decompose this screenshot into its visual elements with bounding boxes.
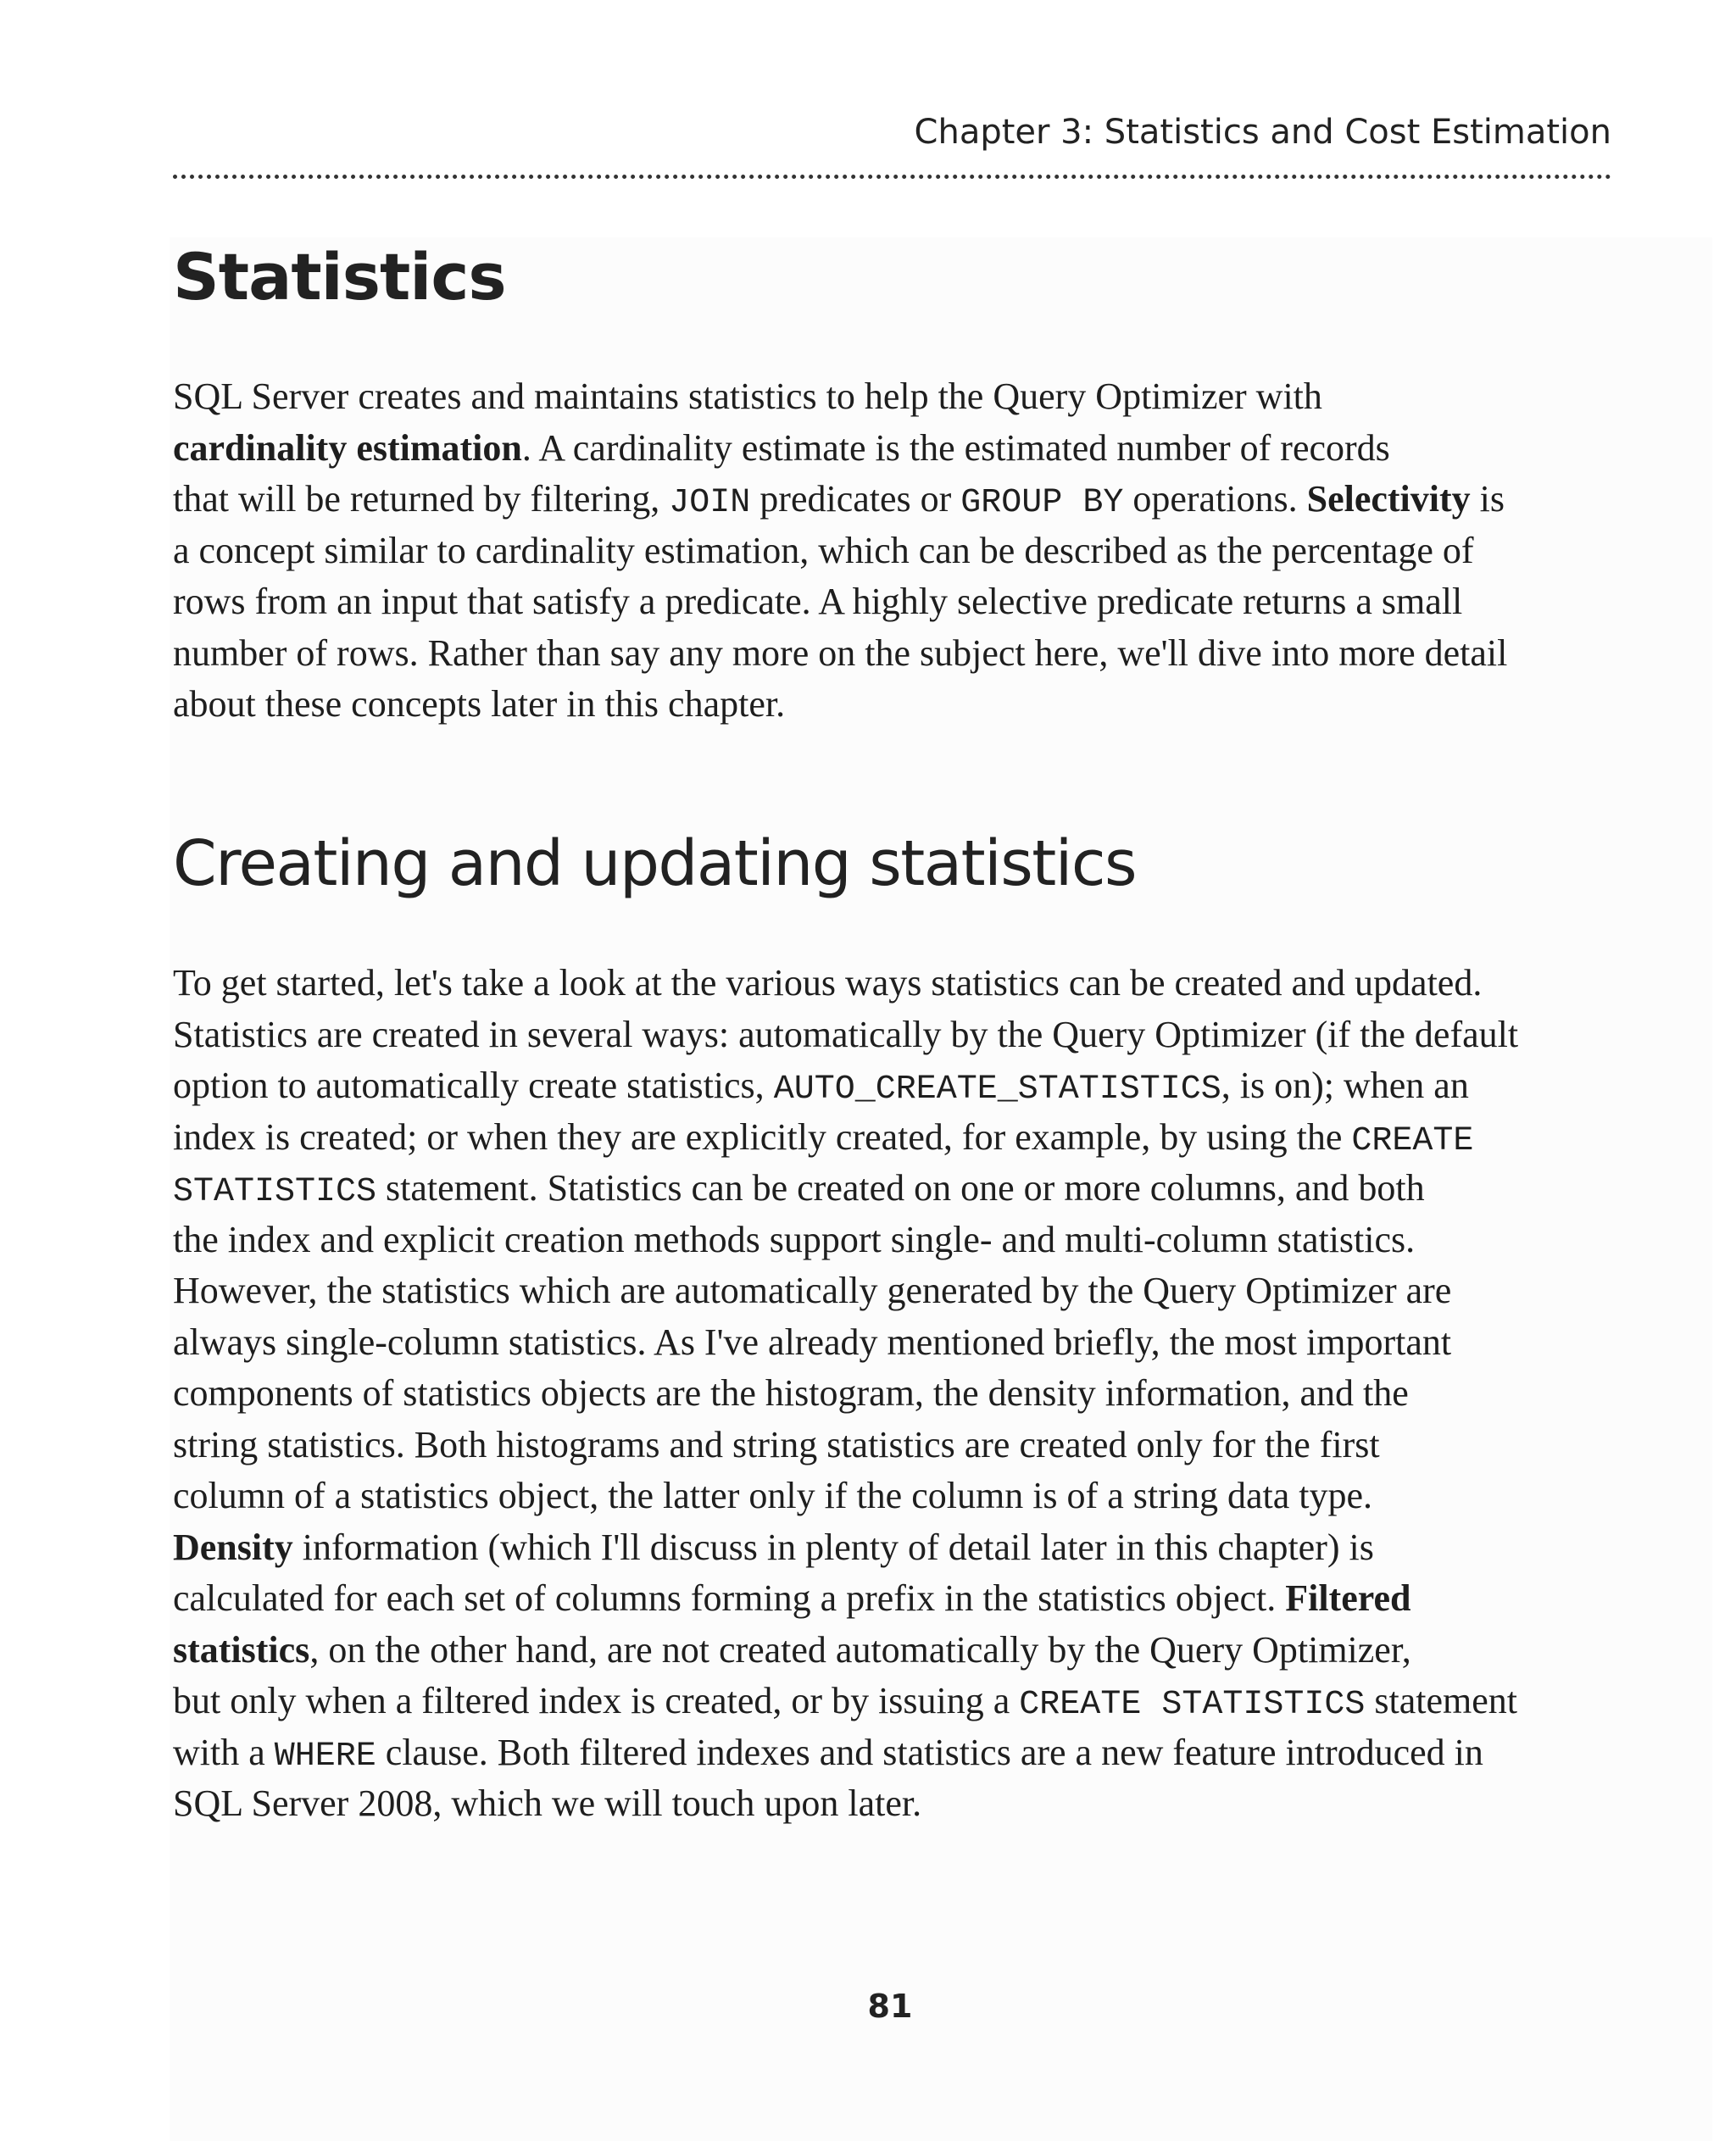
term-density: Density bbox=[173, 1526, 293, 1568]
code-statistics: STATISTICS bbox=[173, 1173, 377, 1211]
text-run: with a bbox=[173, 1731, 275, 1773]
text-run: , on the other hand, are not created automatically by the Query Optimizer, bbox=[309, 1628, 1411, 1671]
text-run: statement bbox=[1365, 1680, 1517, 1721]
text-run: the index and explicit creation methods support single- and multi-column statistics. bbox=[173, 1218, 1416, 1260]
text-line bbox=[173, 474, 1614, 526]
page-number: 81 bbox=[867, 1988, 913, 2025]
text-line bbox=[173, 576, 1614, 628]
text-line bbox=[173, 423, 1614, 475]
section-title: Statistics bbox=[173, 239, 506, 314]
text-line bbox=[173, 679, 1614, 731]
text-run: . A cardinality estimate is the estimated number of records bbox=[521, 426, 1390, 469]
text-run: number of rows. Rather than say any more on the subject here, we'll dive into more detail bbox=[173, 631, 1508, 674]
text-run: but only when a filtered index is created, or by issuing a bbox=[173, 1680, 1020, 1721]
text-run: index is created; or when they are explicitly created, for example, by using the bbox=[173, 1115, 1352, 1158]
header-dotted-rule bbox=[173, 175, 1611, 179]
creating-statistics-paragraph bbox=[173, 958, 1614, 1830]
text-run: components of statistics objects are the histogram, the density information, and the bbox=[173, 1372, 1409, 1414]
text-run: is bbox=[1470, 478, 1505, 520]
code-create-statistics: CREATE STATISTICS bbox=[1019, 1686, 1366, 1724]
text-run: about these concepts later in this chapter. bbox=[173, 683, 786, 725]
text-run: SQL Server creates and maintains statistics to help the Query Optimizer with bbox=[173, 375, 1322, 417]
text-run: rows from an input that satisfy a predicate. A highly selective predicate returns a small bbox=[173, 581, 1463, 622]
subsection-title: Creating and updating statistics bbox=[173, 827, 1137, 900]
code-auto-create-statistics: AUTO_CREATE_STATISTICS bbox=[773, 1070, 1221, 1109]
text-line bbox=[173, 526, 1614, 577]
text-run: , is on); when an bbox=[1221, 1065, 1469, 1106]
code-create: CREATE bbox=[1351, 1121, 1474, 1160]
text-line bbox=[173, 1112, 1614, 1164]
text-line bbox=[173, 1368, 1614, 1420]
code-group-by: GROUP BY bbox=[960, 484, 1124, 522]
text-line bbox=[173, 371, 1614, 423]
text-run: predicates or bbox=[750, 478, 961, 520]
text-line bbox=[173, 1471, 1614, 1522]
term-cardinality-estimation: cardinality estimation bbox=[173, 426, 522, 469]
text-run: a concept similar to cardinality estimation, which can be described as the percentage of bbox=[173, 529, 1474, 571]
text-run: SQL Server 2008, which we will touch upon later. bbox=[173, 1782, 922, 1824]
text-line bbox=[173, 1676, 1614, 1727]
text-run: clause. Both filtered indexes and statistics are a new feature introduced in bbox=[376, 1731, 1483, 1773]
text-run: always single-column statistics. As I've already mentioned briefly, the most important bbox=[173, 1321, 1452, 1363]
text-line bbox=[173, 1060, 1614, 1112]
text-run: string statistics. Both histograms and string statistics are created only for the first bbox=[173, 1423, 1380, 1465]
statistics-paragraph bbox=[173, 371, 1614, 731]
text-run: column of a statistics object, the latter only if the column is of a string data type. bbox=[173, 1475, 1372, 1516]
code-where: WHERE bbox=[274, 1737, 376, 1776]
text-line bbox=[173, 1163, 1614, 1215]
text-line bbox=[173, 1215, 1614, 1266]
text-line bbox=[173, 1625, 1614, 1677]
text-run: statement. Statistics can be created on one or more columns, and both bbox=[376, 1167, 1425, 1209]
code-join: JOIN bbox=[669, 484, 751, 522]
text-line bbox=[173, 958, 1614, 1009]
text-line bbox=[173, 1573, 1614, 1625]
text-line bbox=[173, 1009, 1614, 1061]
text-line bbox=[173, 1265, 1614, 1317]
text-line bbox=[173, 628, 1614, 680]
text-run: calculated for each set of columns forming a prefix in the statistics object. bbox=[173, 1577, 1286, 1619]
text-line bbox=[173, 1727, 1614, 1779]
text-run: option to automatically create statistics, bbox=[173, 1065, 774, 1106]
term-filtered: Filtered bbox=[1285, 1577, 1411, 1619]
text-line bbox=[173, 1522, 1614, 1574]
text-run: that will be returned by filtering, bbox=[173, 478, 670, 520]
text-line bbox=[173, 1317, 1614, 1369]
running-header: Chapter 3: Statistics and Cost Estimation bbox=[914, 113, 1611, 152]
text-run: However, the statistics which are automatically generated by the Query Optimizer are bbox=[173, 1270, 1452, 1311]
text-line bbox=[173, 1778, 1614, 1830]
text-run: operations. bbox=[1123, 478, 1307, 520]
text-run: information (which I'll discuss in plenty of detail later in this chapter) is bbox=[292, 1526, 1374, 1568]
term-statistics: statistics bbox=[173, 1628, 310, 1671]
term-selectivity: Selectivity bbox=[1306, 478, 1471, 520]
text-line bbox=[173, 1420, 1614, 1471]
text-run: To get started, let's take a look at the various ways statistics can be created and updated. bbox=[173, 962, 1483, 1004]
text-run: Statistics are created in several ways: automatically by the Query Optimizer (if the default bbox=[173, 1013, 1519, 1055]
